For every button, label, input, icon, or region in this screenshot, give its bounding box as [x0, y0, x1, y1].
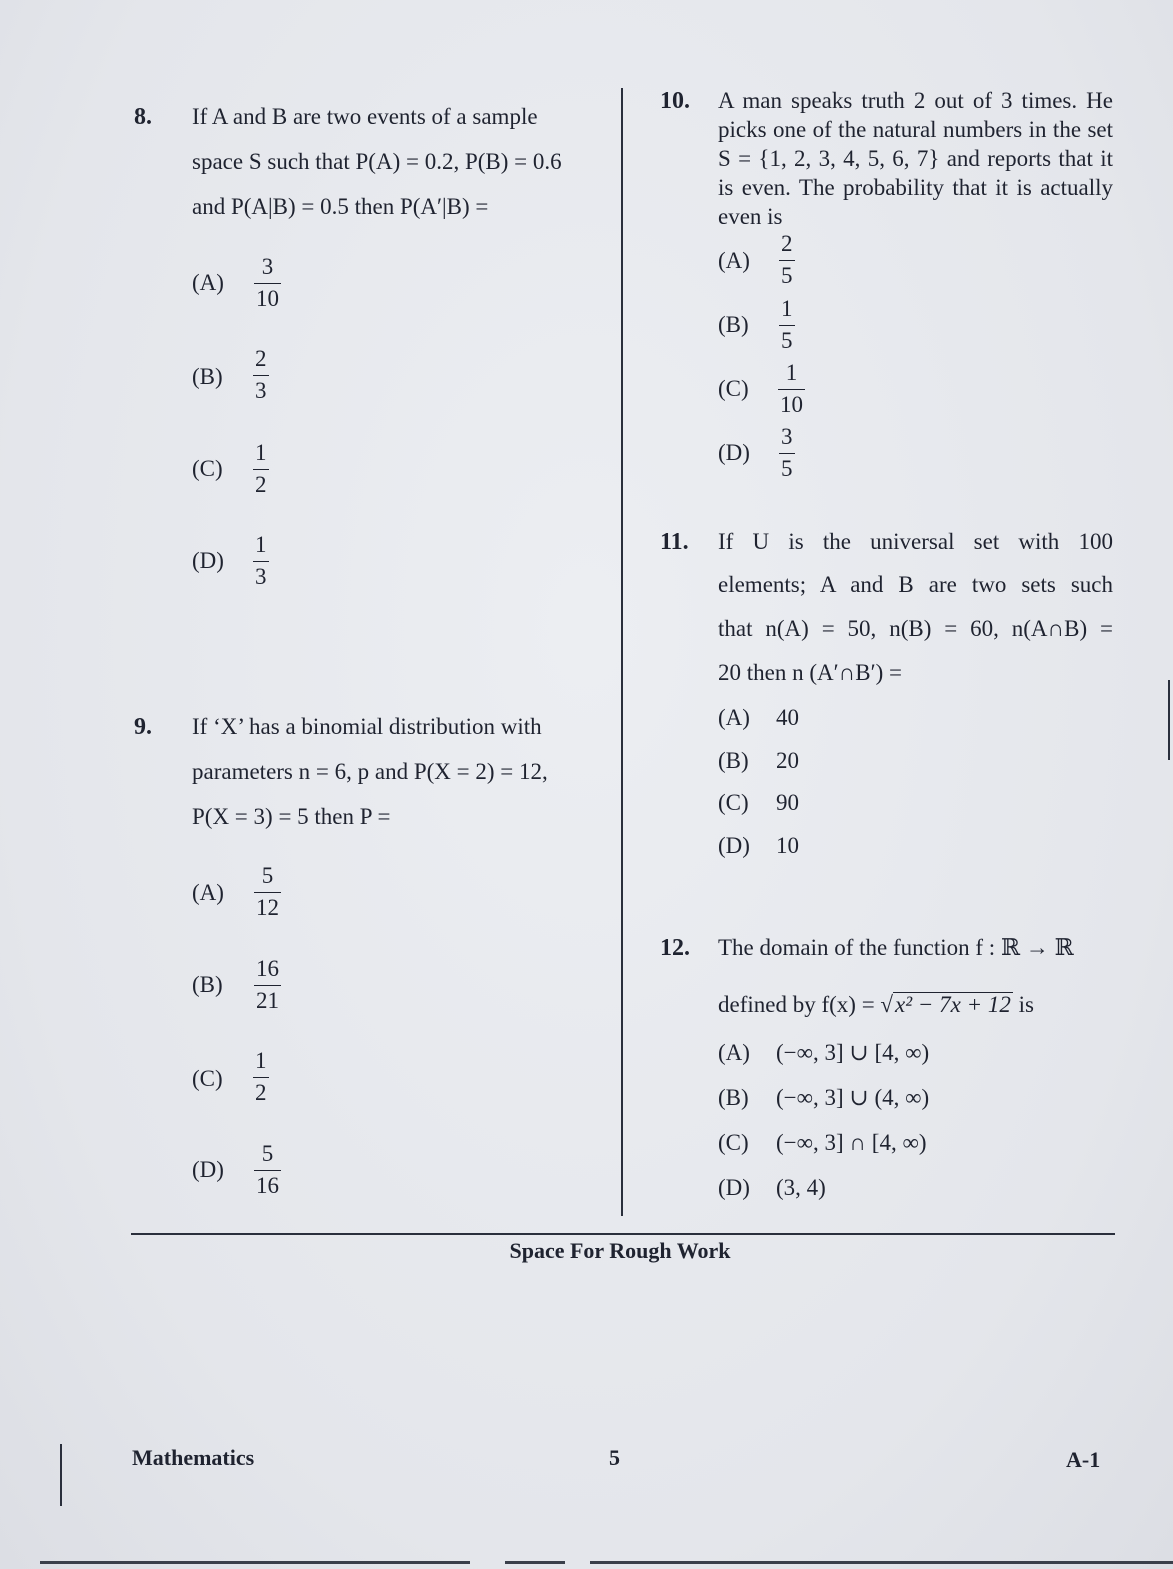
fraction-bar	[253, 1077, 269, 1078]
option-value: 20	[776, 748, 799, 773]
question-text-line: If U is the universal set with 100	[718, 529, 1113, 554]
option-fraction	[253, 532, 269, 590]
option-value: 40	[776, 705, 799, 730]
numerator: 1	[255, 440, 267, 465]
option-label: (D)	[718, 440, 750, 465]
option-fraction	[253, 346, 269, 404]
option-label: (D)	[718, 833, 750, 858]
fraction-bar	[253, 561, 269, 562]
option-fraction	[254, 1141, 281, 1199]
column-divider	[621, 88, 623, 1216]
fraction-bar	[778, 389, 805, 390]
numerator: 5	[261, 863, 274, 888]
denominator: 10	[780, 392, 803, 417]
question-text-line: elements; A and B are two sets such	[718, 572, 1113, 597]
option-label: (A)	[192, 270, 224, 295]
fraction-bar	[254, 892, 281, 893]
fraction-bar	[253, 469, 269, 470]
option-label: (C)	[718, 790, 749, 815]
question-number: 11.	[660, 529, 689, 555]
question-number: 10.	[660, 88, 690, 114]
option-label: (C)	[718, 1130, 749, 1155]
option-value: 90	[776, 790, 799, 815]
option-label: (B)	[718, 1085, 749, 1110]
radicand: x² − 7x + 12	[895, 992, 1011, 1017]
numerator: 16	[256, 956, 279, 981]
question-text-line: 20 then n (A′∩B′) =	[718, 660, 903, 685]
fraction-bar	[254, 985, 281, 986]
denominator: 16	[256, 1173, 279, 1198]
option-fraction	[778, 360, 805, 418]
option-label: (B)	[192, 972, 223, 997]
option-value: 10	[776, 833, 799, 858]
question-text-line: If ‘X’ has a binomial distribution with	[192, 714, 542, 739]
option-label: (B)	[718, 748, 749, 773]
option-fraction	[254, 254, 281, 312]
fraction-bar	[779, 325, 795, 326]
numerator: 2	[255, 346, 267, 371]
question-formula-line	[718, 992, 1034, 1018]
fraction-bar	[779, 453, 795, 454]
scan-edge-mark	[1168, 680, 1170, 760]
denominator: 10	[256, 286, 279, 311]
scan-bottom-edge	[505, 1561, 565, 1564]
denominator: 12	[256, 895, 279, 920]
denominator: 3	[255, 564, 267, 589]
option-fraction	[254, 956, 281, 1014]
question-text: A man speaks truth 2 out of 3 times. He picks one of the natural numbers in the set S = {1, 2, 3, 4, 5, 6, 7} and reports that it is even. The probability that it is actually even is	[718, 88, 1113, 229]
numerator: 5	[261, 1141, 274, 1166]
denominator: 5	[781, 263, 793, 288]
question-text-line: and P(A|B) = 0.5 then P(A′|B) =	[192, 194, 489, 219]
denominator: 2	[255, 1080, 267, 1105]
fraction-bar	[254, 283, 281, 284]
fraction-bar	[253, 375, 269, 376]
option-label: (B)	[192, 364, 223, 389]
option-fraction	[254, 863, 281, 921]
option-value: (−∞, 3] ∪ [4, ∞)	[776, 1040, 930, 1065]
question-text-line: If A and B are two events of a sample	[192, 104, 538, 129]
formula-prefix: defined by f(x) =	[718, 992, 881, 1017]
option-fraction	[779, 424, 795, 482]
page-number: 5	[609, 1445, 620, 1470]
option-label: (A)	[718, 248, 750, 273]
option-fraction	[779, 231, 795, 289]
numerator: 1	[255, 1048, 267, 1073]
fraction-bar	[254, 1170, 281, 1171]
question-number: 12.	[660, 935, 690, 961]
square-root	[880, 992, 1012, 1018]
question-text-line: The domain of the function f : ℝ → ℝ	[718, 935, 1074, 960]
option-label: (A)	[718, 705, 750, 730]
rough-work-divider	[131, 1233, 1115, 1235]
numerator: 1	[785, 360, 798, 385]
formula-suffix: is	[1012, 992, 1034, 1017]
question-text-line: space S such that P(A) = 0.2, P(B) = 0.6	[192, 149, 562, 174]
option-label: (C)	[192, 1066, 223, 1091]
option-value: (3, 4)	[776, 1175, 826, 1200]
denominator: 2	[255, 472, 267, 497]
scan-bottom-edge	[40, 1561, 470, 1564]
denominator: 21	[256, 988, 279, 1013]
numerator: 1	[781, 296, 793, 321]
option-label: (C)	[192, 456, 223, 481]
question-text-line: P(X = 3) = 5 then P =	[192, 804, 391, 829]
numerator: 3	[261, 254, 274, 279]
radical-sign-icon: √	[880, 992, 894, 1017]
denominator: 3	[255, 378, 267, 403]
scan-margin-mark	[60, 1444, 62, 1506]
question-number: 8.	[134, 104, 152, 130]
option-value: (−∞, 3] ∩ [4, ∞)	[776, 1130, 927, 1155]
option-value: (−∞, 3] ∪ (4, ∞)	[776, 1085, 930, 1110]
option-label: (D)	[192, 1157, 224, 1182]
option-label: (D)	[718, 1175, 750, 1200]
option-label: (D)	[192, 548, 224, 573]
question-text-line: that n(A) = 50, n(B) = 60, n(A∩B) =	[718, 616, 1113, 641]
numerator: 3	[781, 424, 793, 449]
option-fraction	[253, 1048, 269, 1106]
fraction-bar	[779, 260, 795, 261]
option-fraction	[779, 296, 795, 354]
option-fraction	[253, 440, 269, 498]
denominator: 5	[781, 456, 793, 481]
rough-work-heading: Space For Rough Work	[509, 1238, 731, 1263]
numerator: 1	[255, 532, 267, 557]
option-label: (C)	[718, 376, 749, 401]
footer-subject: Mathematics	[132, 1445, 255, 1470]
denominator: 5	[781, 328, 793, 353]
option-label: (A)	[192, 880, 224, 905]
paper-code: A-1	[1066, 1447, 1101, 1472]
numerator: 2	[781, 231, 793, 256]
scan-bottom-edge	[590, 1561, 1173, 1564]
question-text-line: parameters n = 6, p and P(X = 2) = 12,	[192, 759, 548, 784]
option-label: (B)	[718, 312, 749, 337]
option-label: (A)	[718, 1040, 750, 1065]
question-number: 9.	[134, 714, 152, 740]
